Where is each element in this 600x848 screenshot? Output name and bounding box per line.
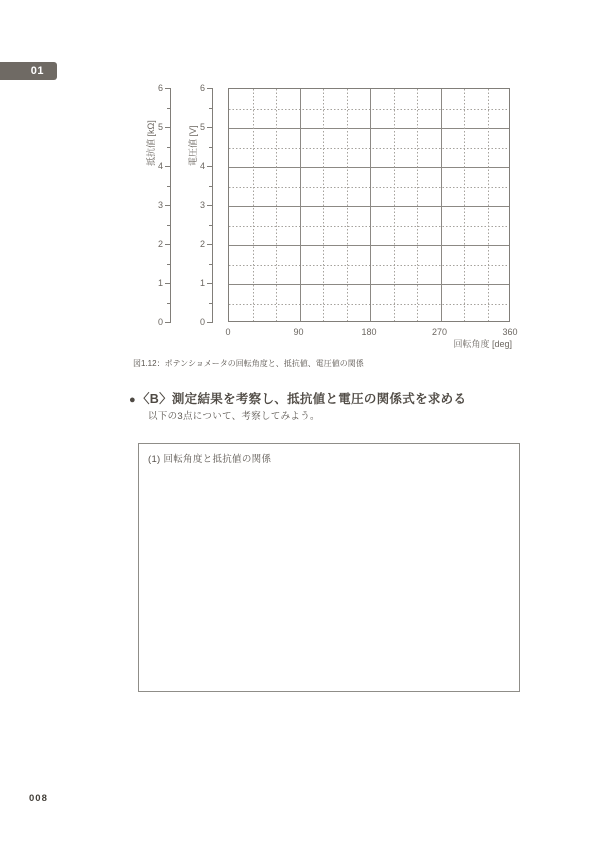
y-axis-tick [165, 205, 170, 206]
gridline-horizontal [229, 304, 509, 305]
gridline-vertical [441, 89, 442, 321]
y-axis-tick [209, 303, 212, 304]
gridline-horizontal [229, 187, 509, 188]
answer-box [138, 443, 520, 692]
y-axis-tick [209, 108, 212, 109]
y-axis-label-voltage: 電圧値 [V] [188, 125, 198, 166]
gridline-horizontal [229, 265, 509, 266]
y-axis-tick [207, 166, 212, 167]
x-axis-tick-label: 90 [293, 327, 304, 337]
y-axis-tick [207, 322, 212, 323]
x-axis-tick-label: 180 [361, 327, 377, 337]
y-axis-tick-label: 4 [199, 160, 205, 171]
y-axis-tick [167, 225, 170, 226]
chapter-tab: 01 [0, 62, 57, 80]
y-axis-tick-label: 6 [157, 82, 163, 93]
y-axis-tick-label: 3 [157, 199, 163, 210]
x-axis-tick-label: 0 [225, 327, 231, 337]
y-axis-tick-label: 6 [199, 82, 205, 93]
y-axis-tick-label: 2 [157, 238, 163, 249]
y-axis-tick [207, 127, 212, 128]
y-axis-tick [167, 147, 170, 148]
y-axis-tick [165, 127, 170, 128]
y-axis-tick-label: 4 [157, 160, 163, 171]
figure-caption: 図1.12：ポテンショメータの回転角度と、抵抗値、電圧値の関係 [133, 359, 364, 368]
gridline-horizontal [229, 128, 509, 129]
y-axis-tick [165, 88, 170, 89]
y-axis-tick-label: 1 [199, 277, 205, 288]
gridline-vertical [488, 89, 489, 321]
gridline-vertical [253, 89, 254, 321]
y-axis-tick-label: 2 [199, 238, 205, 249]
gridline-horizontal [229, 284, 509, 285]
y-axis-tick [165, 244, 170, 245]
y-axis-tick [209, 186, 212, 187]
section-heading [129, 389, 466, 407]
gridline-vertical [276, 89, 277, 321]
x-axis-tick-label: 360 [502, 327, 518, 337]
y-axis-tick [165, 283, 170, 284]
y-axis-tick [209, 147, 212, 148]
y-axis-tick [167, 264, 170, 265]
y-axis-tick-label: 1 [157, 277, 163, 288]
gridline-vertical [370, 89, 371, 321]
y-axis-tick [165, 166, 170, 167]
y-axis-line [170, 88, 171, 323]
y-axis-tick-label: 3 [199, 199, 205, 210]
gridline-horizontal [229, 206, 509, 207]
y-axis-label-resistance: 抵抗値 [kΩ] [146, 120, 156, 166]
y-axis-tick [167, 108, 170, 109]
plot-area [228, 88, 510, 322]
y-axis-tick [209, 264, 212, 265]
gridline-vertical [417, 89, 418, 321]
y-axis-tick [207, 244, 212, 245]
gridline-horizontal [229, 109, 509, 110]
y-axis-tick [165, 322, 170, 323]
section-heading-text: 〈B〉測定結果を考察し、抵抗値と電圧の関係式を求める [136, 392, 467, 406]
answer-box-label: (1) 回転角度と抵抗値の関係 [148, 454, 272, 465]
gridline-horizontal [229, 226, 509, 227]
gridline-vertical [464, 89, 465, 321]
y-axis-tick-label: 5 [157, 121, 163, 132]
gridline-horizontal [229, 148, 509, 149]
gridline-vertical [394, 89, 395, 321]
section-lead: 以下の3点について、考察してみよう。 [148, 411, 320, 422]
x-axis-label: 回転角度 [deg] [453, 339, 512, 349]
gridline-vertical [347, 89, 348, 321]
x-axis-tick-label: 270 [431, 327, 448, 337]
y-axis-tick [207, 205, 212, 206]
y-axis-tick-label: 0 [199, 316, 205, 327]
y-axis-tick-label: 0 [157, 316, 163, 327]
y-axis-line [212, 88, 213, 323]
page-number: 008 [29, 793, 48, 804]
gridline-vertical [300, 89, 301, 321]
y-axis-tick-label: 5 [199, 121, 205, 132]
gridline-horizontal [229, 245, 509, 246]
y-axis-tick [167, 186, 170, 187]
y-axis-tick [209, 225, 212, 226]
gridline-vertical [323, 89, 324, 321]
y-axis-tick [167, 303, 170, 304]
y-axis-tick [207, 88, 212, 89]
y-axis-tick [207, 283, 212, 284]
gridline-horizontal [229, 167, 509, 168]
bullet-icon: ● [129, 394, 136, 406]
